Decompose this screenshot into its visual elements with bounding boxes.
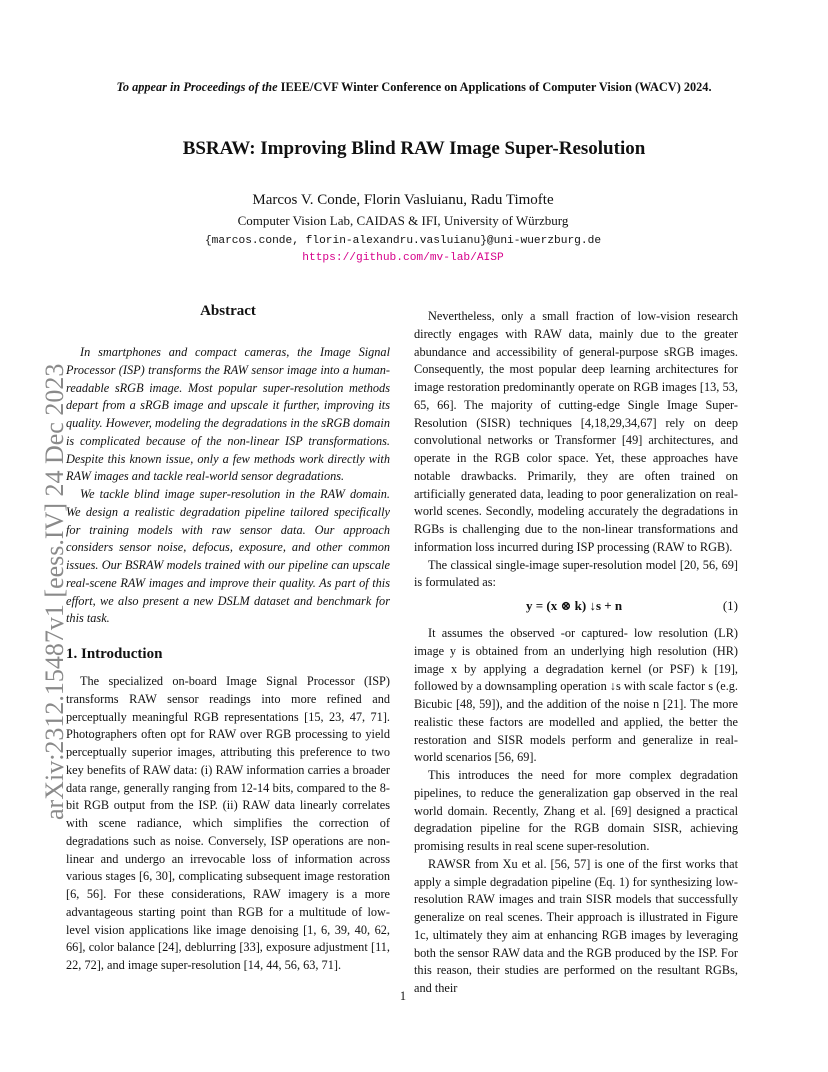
body-paragraph: RAWSR from Xu et al. [56, 57] is one of the first works that apply a simple degradation pipeline (Eq. 1) for synthesizing low-resolution RAW images and train SISR models that successfully generalize on real scenes. Their approach is illustrated in Figure 1c, ultimately they aim at enhancing RGB images by leveraging both the sensor RAW data and the RGB produced by the ISP. For this reason, their studies are performed on the resultant RGBs, and their xyxy=(414,856,738,995)
affiliation: Computer Vision Lab, CAIDAS & IFI, University of Würzburg xyxy=(237,213,569,228)
github-link[interactable]: https://github.com/mv-lab/AISP xyxy=(302,252,504,264)
abstract-paragraph: We tackle blind image super-resolution in the RAW domain. We design a realistic degradation pipeline tailored specifically for training models with raw sensor data. Our approach considers sensor noise, defocus, exposure, and other common issues. Our BSRAW models trained with our pipeline can upscale real-scene RAW images and improve their quality. As part of this effort, we also present a new DSLM dataset and benchmark for this task. xyxy=(66,487,390,626)
paper-title: BSRAW: Improving Blind RAW Image Super-Resolution xyxy=(182,138,646,159)
equation: y = (x ⊗ k) ↓s + n xyxy=(526,598,623,613)
venue-note xyxy=(0,79,828,95)
venue-name: IEEE/CVF Winter Conference on Applications of Computer Vision (WACV) 2024. xyxy=(280,80,712,94)
body-paragraph: It assumes the observed -or captured- low resolution (LR) image y is obtained from an underlying high resolution (HR) image x by applying a degradation kernel (or PSF) k [19], followed by a downsampling operation ↓s with scale factor s (e.g. Bicubic [48, 59]), and the addition of the noise n [21]. The more realistic these factors are modelled and applied, the better the restoration and SISR models perform and generalize in real-world scenarios [56, 69]. xyxy=(414,626,738,765)
abstract-body xyxy=(66,344,390,628)
authors: Marcos V. Conde, Florin Vasluianu, Radu Timofte xyxy=(252,192,554,208)
venue-prefix: To appear in Proceedings of the xyxy=(116,80,278,94)
author-emails: {marcos.conde, florin-alexandru.vasluianu}@uni-wuerzburg.de xyxy=(204,235,602,247)
body-paragraph: Nevertheless, only a small fraction of low-vision research directly engages with RAW data, mainly due to the greater abundance and accessibility of general-purpose sRGB images. Consequently, the most popular deep learning architectures for image restoration predominantly operate on RGB images [13, 53, 65, 66]. The majority of cutting-edge Single Image Super-Resolution (SISR) techniques [4,18,29,34,67] rely on deep convolutional networks or Transformer [49] architectures, and operate in the RGB color space. Yet, these approaches have notable drawbacks. Primarily, they are often trained on artificially generated data, leading to poor generalization on real-world scenes. Secondly, modeling accurately the degradations in RGBs is challenging due to the non-linear transformations and information loss incurred during ISP processing (RAW to RGB). xyxy=(414,309,738,554)
introduction-body xyxy=(66,673,390,975)
right-column-bottom xyxy=(414,625,738,998)
page-number: 1 xyxy=(399,989,407,1003)
body-paragraph: The classical single-image super-resolution model [20, 56, 69] is formulated as: xyxy=(414,557,738,590)
right-column-top xyxy=(414,308,738,592)
equation-number: (1) xyxy=(722,598,738,613)
abstract-heading: Abstract xyxy=(200,303,256,319)
abstract-paragraph: In smartphones and compact cameras, the Image Signal Processor (ISP) transforms the RAW sensor image into a human-readable sRGB image. Most popular super-resolution methods depart from a sRGB image and upscale it further, improving its quality. However, modeling the degradations in the sRGB domain is complicated because of the non-linear ISP transformations. Despite this known issue, only a few methods work directly with RAW images and tackle real-world sensor degradations. xyxy=(66,345,390,484)
section-heading-introduction: 1. Introduction xyxy=(66,646,163,662)
body-paragraph: This introduces the need for more complex degradation pipelines, to reduce the generalization gap observed in the real world domain. Recently, Zhang et al. [69] designed a practical degradation pipeline for the RGB domain SISR, achieving promising results in real scene super-resolution. xyxy=(414,768,738,853)
arxiv-identifier: arXiv:2312.15487v1 [eess.IV] 24 Dec 2023 xyxy=(40,363,69,820)
body-paragraph: The specialized on-board Image Signal Processor (ISP) transforms RAW sensor readings into more refined and perceptually meaningful RGB representations [15, 23, 47, 71]. Photographers often opt for RAW over RGB processing to yield perceptually superior images, attributing this preference to two key benefits of RAW data: (i) RAW information carries a broader data range, generally ranging from 12-14 bits, compared to the 8-bit RGB output from the ISP. (ii) RAW data linearly correlates with scene radiance, which simplifies the correction of degradations such as noise. Conversely, ISP operations are non-linear and undergo an irrevocable loss of information across various stages [6, 30], complicating subsequent image restoration [6, 56]. For these considerations, RAW imagery is a more advantageous starting point than RGB for a multitude of low-level vision applications like image denoising [1, 6, 39, 40, 62, 66], color balance [24], deblurring [33], exposure adjustment [11, 22, 72], and image super-resolution [14, 44, 56, 63, 71]. xyxy=(66,674,390,972)
